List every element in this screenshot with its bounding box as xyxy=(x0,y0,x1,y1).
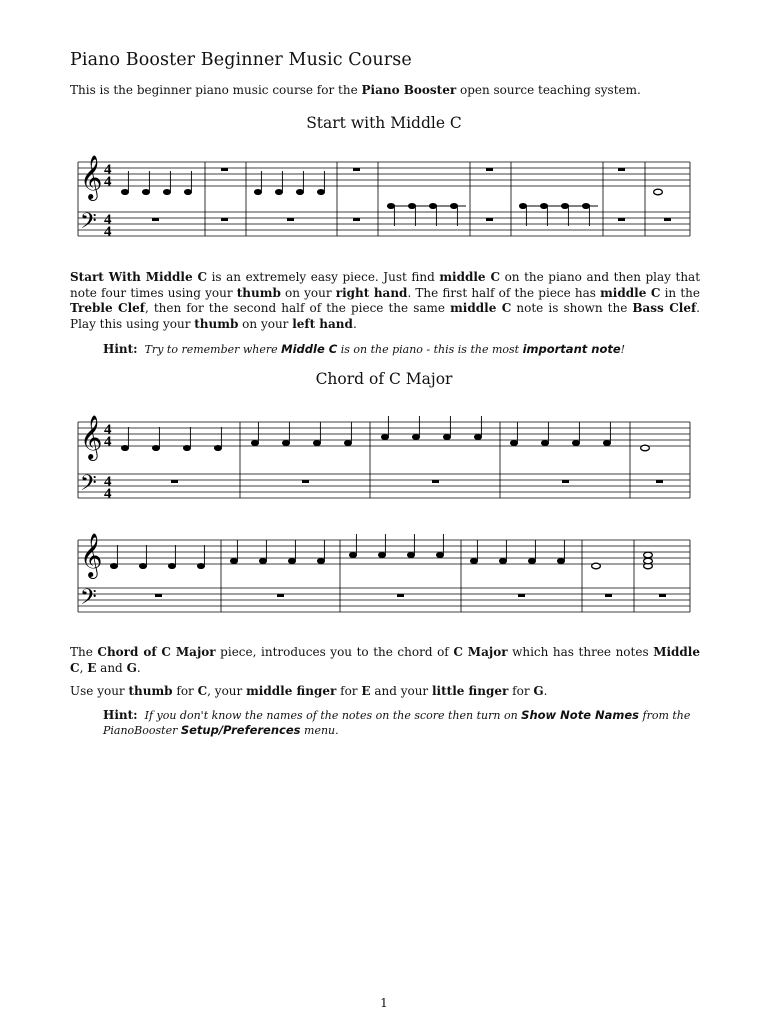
score-c-major-system-1 xyxy=(0,410,768,505)
svg-text:4: 4 xyxy=(104,422,112,438)
bold-term: Middle C xyxy=(281,342,338,356)
document-title: Piano Booster Beginner Music Course xyxy=(70,50,412,70)
bold-term: right hand xyxy=(335,285,408,300)
bold-term: Start With Middle C xyxy=(70,270,208,284)
bold-term: Setup/Preferences xyxy=(180,723,301,737)
svg-text:𝄢: 𝄢 xyxy=(80,471,97,501)
svg-text:𝄞: 𝄞 xyxy=(80,415,103,459)
bold-term: Middle C xyxy=(70,645,701,675)
section1-hint: Hint: Try to remember where Middle C is on the piano - this is the most important note! xyxy=(103,342,626,356)
score-middle-c xyxy=(0,150,768,250)
hint-label: Hint: xyxy=(103,708,138,722)
svg-text:𝄢: 𝄢 xyxy=(80,585,97,615)
bold-term: Show Note Names xyxy=(521,708,640,722)
bold-term: middle C xyxy=(450,301,512,315)
svg-text:𝄢: 𝄢 xyxy=(80,209,97,239)
bold-term: G xyxy=(126,660,137,675)
svg-text:4: 4 xyxy=(104,162,112,178)
page-number: 1 xyxy=(380,996,388,1010)
bold-term: Bass Clef xyxy=(632,301,697,315)
bold-term: Treble Clef xyxy=(70,301,145,315)
svg-text:4: 4 xyxy=(104,434,112,450)
svg-text:4: 4 xyxy=(104,212,112,228)
bold-term: little finger xyxy=(431,684,509,698)
bold-term: E xyxy=(87,660,97,675)
bold-term: thumb xyxy=(236,285,281,300)
bold-term: E xyxy=(361,684,371,698)
bold-term: left hand xyxy=(292,316,353,331)
bold-term: thumb xyxy=(194,316,239,331)
bold-term: Chord of C Major xyxy=(97,645,216,659)
svg-text:4: 4 xyxy=(104,224,112,240)
bold-term: middle C xyxy=(600,285,661,300)
bold-term: C xyxy=(197,684,208,698)
section2-paragraph-1: The Chord of C Major piece, introduces you to the chord of C Major which has three notes Middle C, E and G. xyxy=(70,645,701,675)
bold-term: C Major xyxy=(453,645,508,659)
section2-hint: Hint: If you don't know the names of the notes on the score then turn on Show Note Names from the PianoBooster Setup/Preferences menu. xyxy=(103,708,691,737)
bold-term: middle finger xyxy=(246,684,337,698)
bold-term: thumb xyxy=(128,684,173,698)
svg-text:𝄞: 𝄞 xyxy=(80,155,103,199)
svg-text:4: 4 xyxy=(104,474,112,490)
intro-paragraph: This is the beginner piano music course for the Piano Booster open source teaching system. xyxy=(70,83,641,97)
hint-label: Hint: xyxy=(103,342,138,356)
section-title-c-major: Chord of C Major xyxy=(315,370,453,388)
section2-paragraph-2: Use your thumb for C, your middle finger for E and your little finger for G. xyxy=(70,684,548,698)
section-title-middle-c: Start with Middle C xyxy=(306,114,462,132)
section1-paragraph: Start With Middle C is an extremely easy piece. Just find middle C on the piano and then play that note four times using your thumb on your right hand. The first half of the piece has middle C in the Treble Clef, then for the second half of the piece the same middle C note is shown the Bass Clef. Play this using your thumb on your left hand. xyxy=(70,270,701,331)
svg-text:4: 4 xyxy=(104,174,112,190)
svg-text:4: 4 xyxy=(104,486,112,502)
bold-term: middle C xyxy=(439,270,501,284)
bold-term: important note xyxy=(522,342,621,356)
svg-text:𝄞: 𝄞 xyxy=(80,533,103,577)
bold-term: G xyxy=(533,684,544,698)
score-c-major-system-2 xyxy=(0,528,768,618)
